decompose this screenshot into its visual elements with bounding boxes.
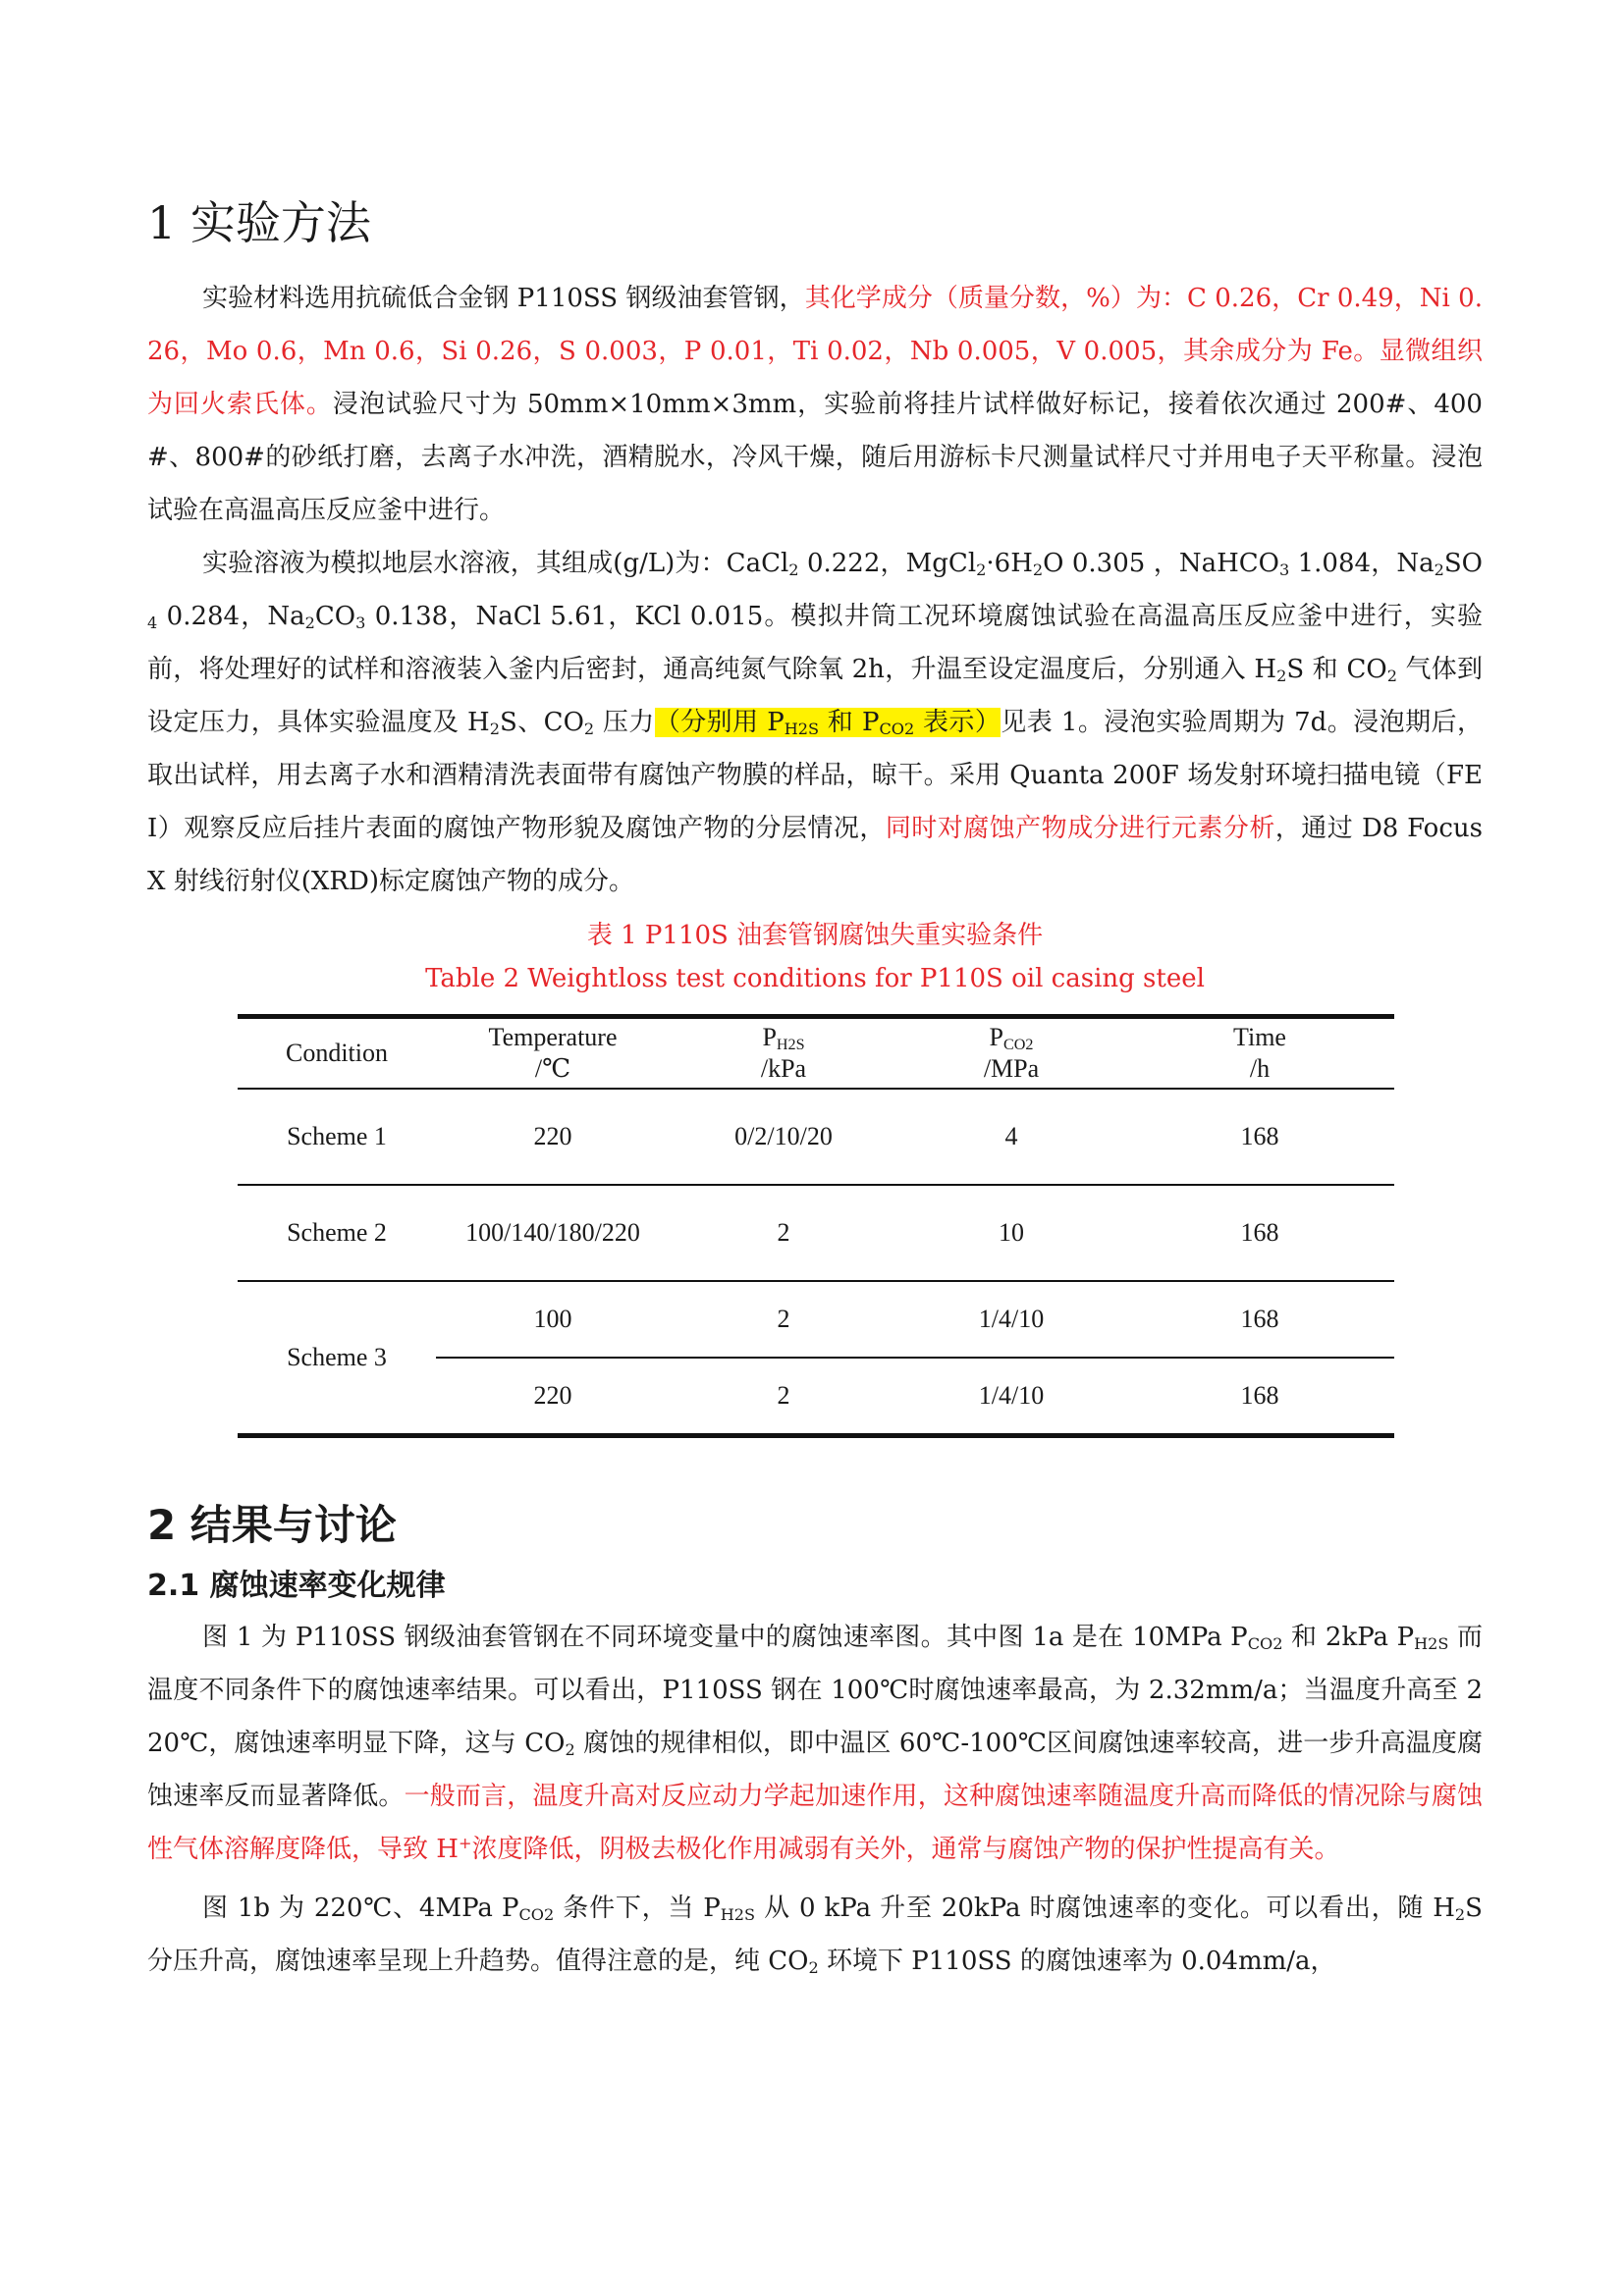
- subscript: H2S: [776, 1037, 805, 1054]
- cell-time: 168: [1125, 1358, 1394, 1436]
- cell-condition: Scheme 3: [238, 1281, 436, 1436]
- text-span: 0.284，Na: [157, 602, 305, 632]
- subscript: 2: [304, 614, 315, 633]
- paragraph-materials: [147, 272, 1483, 537]
- cell-pco2: 1/4/10: [897, 1358, 1125, 1436]
- section-2-heading: 2 结果与讨论: [147, 1501, 397, 1550]
- subscript: 2: [788, 561, 799, 580]
- table-row: [238, 1281, 1394, 1358]
- text-span: ，通过 D8 Focus X 射线衍射仪(XRD)标定腐蚀产物的成分。: [147, 814, 1483, 897]
- text-span: 1.084，Na: [1289, 549, 1435, 579]
- subscript: 2: [583, 720, 595, 739]
- cell-condition: Scheme 1: [238, 1089, 436, 1185]
- text-span: 实验溶液为模拟地层水溶液，其组成(g/L)为：CaCl: [202, 549, 789, 579]
- cell-time: 168: [1125, 1281, 1394, 1358]
- document-body: [147, 196, 1483, 1988]
- paragraph-solution: [147, 537, 1483, 908]
- text-span: 浸泡试验尺寸为 50mm×10mm×3mm，实验前将挂片试样做好标记，接着依次通过 200#、400#、800#的砂纸打磨，去离子水冲洗，酒精脱水，冷风干燥，随后用游标卡尺测量试样尺寸并用电子天平称量。浸泡试验在高温高压反应釜中进行。: [147, 390, 1483, 526]
- text-span: 压力: [594, 708, 655, 738]
- highlighted-text: [655, 708, 1001, 737]
- text-span: S、CO: [499, 708, 584, 738]
- text-span: Time: [1233, 1023, 1286, 1052]
- text-span: SO: [1443, 549, 1483, 579]
- text-span: 环境下 P110SS 的腐蚀速率为 0.04mm/a，: [818, 1946, 1336, 1976]
- text-span: 和 2kPa P: [1282, 1622, 1415, 1652]
- text-span: （分别用 P: [654, 708, 785, 738]
- cell-ph2s: 2: [670, 1358, 897, 1436]
- table-header-row: [238, 1017, 1394, 1090]
- table-caption-en: Table 2 Weightloss test conditions for P110S oil casing steel: [425, 964, 1205, 994]
- text-span: 图 1b 为 220℃、4MPa P: [202, 1893, 519, 1923]
- cell-pco2: 10: [897, 1185, 1125, 1281]
- red-annotated-text: 同时对腐蚀产物成分进行元素分析: [885, 814, 1275, 844]
- red-annotated-text: 其化学成分（质量分数，%）为：C 0.26，Cr 0.49，Ni 0.26，Mo 0.6，Mn 0.6，Si 0.26，S 0.003，P 0.01，Ti 0.02，Nb 0.005，V 0.005，其余成分为 Fe。显微组织为回火索氏体。: [147, 284, 1483, 420]
- text-span: 腐蚀的规律相似，即中温区 60℃-100℃区间腐蚀速率较高，进一步升高温度腐蚀速率反而显著降低。: [147, 1728, 1483, 1811]
- cell-ph2s: 2: [670, 1185, 897, 1281]
- header-pco2: [897, 1017, 1125, 1090]
- text-span: /h: [1249, 1054, 1271, 1084]
- paragraph-h2s-effect: [147, 1882, 1483, 1988]
- text-span: /kPa: [760, 1054, 807, 1084]
- cell-temperature: 100: [436, 1281, 670, 1358]
- header-condition: Condition: [285, 1039, 388, 1068]
- text-span: 一般而言，温度升高对反应动力学起加速作用，这种腐蚀速率随温度升高而降低的情况除与腐蚀性气体溶解度降低，导致 H: [147, 1781, 1483, 1864]
- text-span: 实验材料选用抗硫低合金钢 P110SS 钢级油套管钢，: [202, 284, 805, 314]
- table-caption-cn: 表 1 P110S 油套管钢腐蚀失重实验条件: [586, 921, 1044, 951]
- text-span: 0.138，NaCl 5.61，KCl 0.015。模拟井筒工况环境腐蚀试验在高温高压反应釜中进行，实验前，将处理好的试样和溶液装入釜内后密封，通高纯氮气除氧 2h，升温至设定温度后，分别通入 H: [147, 602, 1483, 685]
- test-conditions-table: [238, 1014, 1394, 1438]
- subscript: 3: [355, 614, 366, 633]
- cell-time: 168: [1125, 1089, 1394, 1185]
- text-span: 气体到设定压力，具体实验温度及 H: [147, 655, 1483, 738]
- subscript: CO2: [1003, 1037, 1034, 1054]
- text-span: ·6H: [986, 549, 1033, 579]
- table-row: [238, 1185, 1394, 1281]
- text-span: P: [762, 1023, 777, 1052]
- text-span: CO: [314, 602, 356, 632]
- cell-ph2s: 2: [670, 1281, 897, 1358]
- cell-pco2: 1/4/10: [897, 1281, 1125, 1358]
- subscript: CO2: [1247, 1633, 1283, 1653]
- spacer: [147, 1438, 1483, 1501]
- table-row: [238, 1089, 1394, 1185]
- text-span: 见表 1。浸泡实验周期为 7d。浸泡期后，取出试样，用去离子水和酒精清洗表面带有腐蚀产物膜的样品，晾干。采用 Quanta 200F 场发射环境扫描电镜（FEI）观察反应后挂片表面的腐蚀产物形貌及腐蚀产物的分层情况，: [147, 708, 1483, 844]
- text-span: S 分压升高，腐蚀速率呈现上升趋势。值得注意的是，纯 CO: [147, 1893, 1483, 1976]
- subscript: H2S: [1414, 1633, 1449, 1653]
- text-span: O 0.305 ，NaHCO: [1043, 549, 1279, 579]
- text-span: 表示）: [914, 708, 1001, 738]
- text-span: /MPa: [983, 1054, 1040, 1084]
- cell-pco2: 4: [897, 1089, 1125, 1185]
- text-span: Temperature: [488, 1023, 618, 1052]
- subscript: 2: [1276, 667, 1287, 686]
- subscript: 3: [1278, 561, 1290, 580]
- cell-temperature: 100/140/180/220: [436, 1185, 670, 1281]
- subscript: 2: [1434, 561, 1444, 580]
- text-span: 0.222，MgCl: [798, 549, 977, 579]
- subscript: 2: [565, 1739, 575, 1759]
- text-span: 条件下，当 P: [554, 1893, 721, 1923]
- subscript: 2: [808, 1957, 819, 1977]
- subscript: 2: [1454, 1904, 1466, 1924]
- subscript: 2: [976, 561, 987, 580]
- text-span: 图 1 为 P110SS 钢级油套管钢在不同环境变量中的腐蚀速率图。其中图 1a 是在 10MPa P: [202, 1622, 1248, 1652]
- header-time: [1125, 1017, 1394, 1090]
- subscript: H2S: [720, 1904, 756, 1924]
- header-temperature: [436, 1017, 670, 1090]
- text-span: 从 0 kPa 升至 20kPa 时腐蚀速率的变化。可以看出，随 H: [755, 1893, 1455, 1923]
- subscript: 2: [1032, 561, 1044, 580]
- text-span: 和 P: [819, 708, 880, 738]
- subscript: CO2: [879, 720, 915, 739]
- subscript: H2S: [784, 720, 820, 739]
- superscript: +: [458, 1833, 472, 1852]
- subscript: 2: [1386, 667, 1397, 686]
- cell-time: 168: [1125, 1185, 1394, 1281]
- subsection-2-1-heading: 2.1 腐蚀速率变化规律: [147, 1568, 446, 1603]
- paragraph-temperature-effect: [147, 1611, 1483, 1876]
- cell-ph2s: 0/2/10/20: [670, 1089, 897, 1185]
- text-span: 浓度降低，阴极去极化作用减弱有关外，通常与腐蚀产物的保护性提高有关。: [471, 1834, 1340, 1864]
- subscript: CO2: [518, 1904, 555, 1924]
- cell-condition: Scheme 2: [238, 1185, 436, 1281]
- text-span: 而温度不同条件下的腐蚀速率结果。可以看出，P110SS 钢在 100℃时腐蚀速率最高，为 2.32mm/a；当温度升高至 220℃，腐蚀速率明显下降，这与 CO: [147, 1622, 1483, 1758]
- header-ph2s: [670, 1017, 897, 1090]
- text-span: S 和 CO: [1286, 655, 1387, 685]
- cell-temperature: 220: [436, 1358, 670, 1436]
- text-span: P: [989, 1023, 1004, 1052]
- subscript: 4: [147, 614, 158, 633]
- cell-temperature: 220: [436, 1089, 670, 1185]
- text-span: /℃: [534, 1054, 571, 1084]
- subscript: 2: [489, 720, 500, 739]
- section-1-heading: 1 实验方法: [147, 196, 371, 249]
